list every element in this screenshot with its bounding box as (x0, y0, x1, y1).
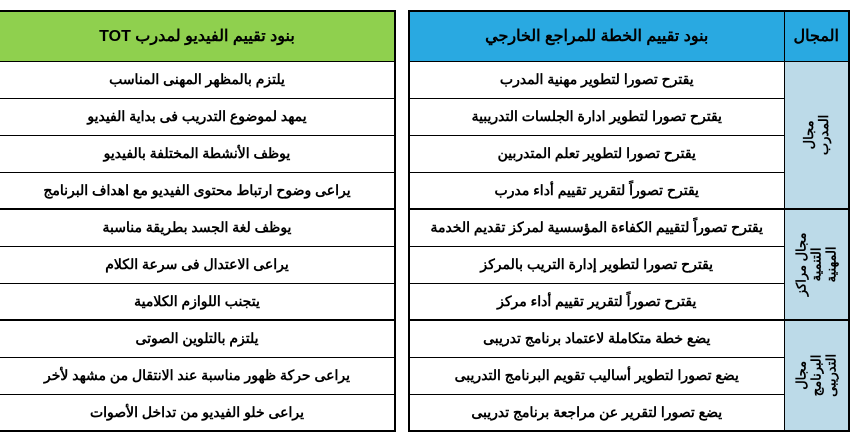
table-row (409, 61, 849, 98)
vertical-label-wrap (785, 232, 849, 297)
domain-group-program-label: مجال البرنامج التدريبى (792, 354, 838, 397)
plan-row-1[interactable]: يقترح تصورا لتطوير مهنية المدرب (409, 61, 784, 98)
table-row (0, 61, 395, 98)
plan-row-4[interactable]: يقترح تصوراً لتقرير تقييم أداء مدرب (409, 172, 784, 209)
table-row (409, 357, 849, 394)
table-row (0, 209, 395, 246)
table-row (409, 172, 849, 209)
video-row-1[interactable]: يلتزم بالمظهر المهنى المناسب (0, 61, 395, 98)
video-row-2[interactable]: يمهد لموضوع التدريب فى بداية الفيديو (0, 98, 395, 135)
table-row (409, 246, 849, 283)
table-row (0, 357, 395, 394)
video-row-10[interactable]: يراعى خلو الفيديو من تداخل الأصوات (0, 394, 395, 431)
plan-row-10[interactable]: يضع تصورا لتقرير عن مراجعة برنامج تدريبى (409, 394, 784, 431)
plan-row-9[interactable]: يضع تصورا لتطوير أساليب تقويم البرنامج التدريبى (409, 357, 784, 394)
video-table-title[interactable]: بنود تقييم الفيديو لمدرب TOT (0, 11, 395, 61)
plan-table-title[interactable]: بنود تقييم الخطة للمراجع الخارجي (409, 11, 784, 61)
table-row (0, 283, 395, 320)
video-row-5[interactable]: يوظف لغة الجسد بطريقة مناسبة (0, 209, 395, 246)
table-row (409, 320, 849, 357)
domain-group-trainer-label: مجال المدرب (800, 114, 831, 155)
vertical-label-wrap (785, 353, 849, 398)
domain-group-program[interactable] (784, 320, 849, 431)
tables-container (0, 10, 850, 432)
video-evaluation-table (0, 10, 396, 432)
plan-row-6[interactable]: يقترح تصورا لتطوير إدارة التريب بالمركز (409, 246, 784, 283)
plan-row-7[interactable]: يقترح تصوراً لتقرير تقييم أداء مركز (409, 283, 784, 320)
domain-group-centers[interactable] (784, 209, 849, 320)
domain-column-header[interactable]: المجال (784, 11, 849, 61)
plan-row-3[interactable]: يقترح تصورا لتطوير تعلم المتدربين (409, 135, 784, 172)
vertical-label-wrap (785, 114, 849, 155)
table-row (409, 98, 849, 135)
plan-row-8[interactable]: يضع خطة متكاملة لاعتماد برنامج تدريبى (409, 320, 784, 357)
plan-row-2[interactable]: يقترح تصورا لتطوير ادارة الجلسات التدريبية (409, 98, 784, 135)
table-row (0, 394, 395, 431)
plan-evaluation-table (408, 10, 850, 432)
table-row (0, 172, 395, 209)
table-row (0, 246, 395, 283)
table-row (0, 135, 395, 172)
table-row (0, 98, 395, 135)
video-row-6[interactable]: يراعى الاعتدال فى سرعة الكلام (0, 246, 395, 283)
table-row (409, 283, 849, 320)
table-row (409, 135, 849, 172)
video-row-8[interactable]: يلتزم بالتلوين الصوتى (0, 320, 395, 357)
video-row-3[interactable]: يوظف الأنشطة المختلفة بالفيديو (0, 135, 395, 172)
video-row-9[interactable]: يراعى حركة ظهور مناسبة عند الانتقال من مشهد لأخر (0, 357, 395, 394)
video-row-7[interactable]: يتجنب اللوازم الكلامية (0, 283, 395, 320)
video-table-header-row (0, 11, 395, 61)
table-row (0, 320, 395, 357)
domain-group-trainer[interactable] (784, 61, 849, 209)
table-row (409, 209, 849, 246)
table-row (409, 394, 849, 431)
video-row-4[interactable]: يراعى وضوح ارتباط محتوى الفيديو مع اهداف البرنامج (0, 172, 395, 209)
plan-row-5[interactable]: يقترح تصوراً لتقييم الكفاءة المؤسسية لمركز تقديم الخدمة (409, 209, 784, 246)
plan-table-header-row (409, 11, 849, 61)
domain-group-centers-label: مجال مراكز التنمية المهنية (792, 232, 838, 297)
